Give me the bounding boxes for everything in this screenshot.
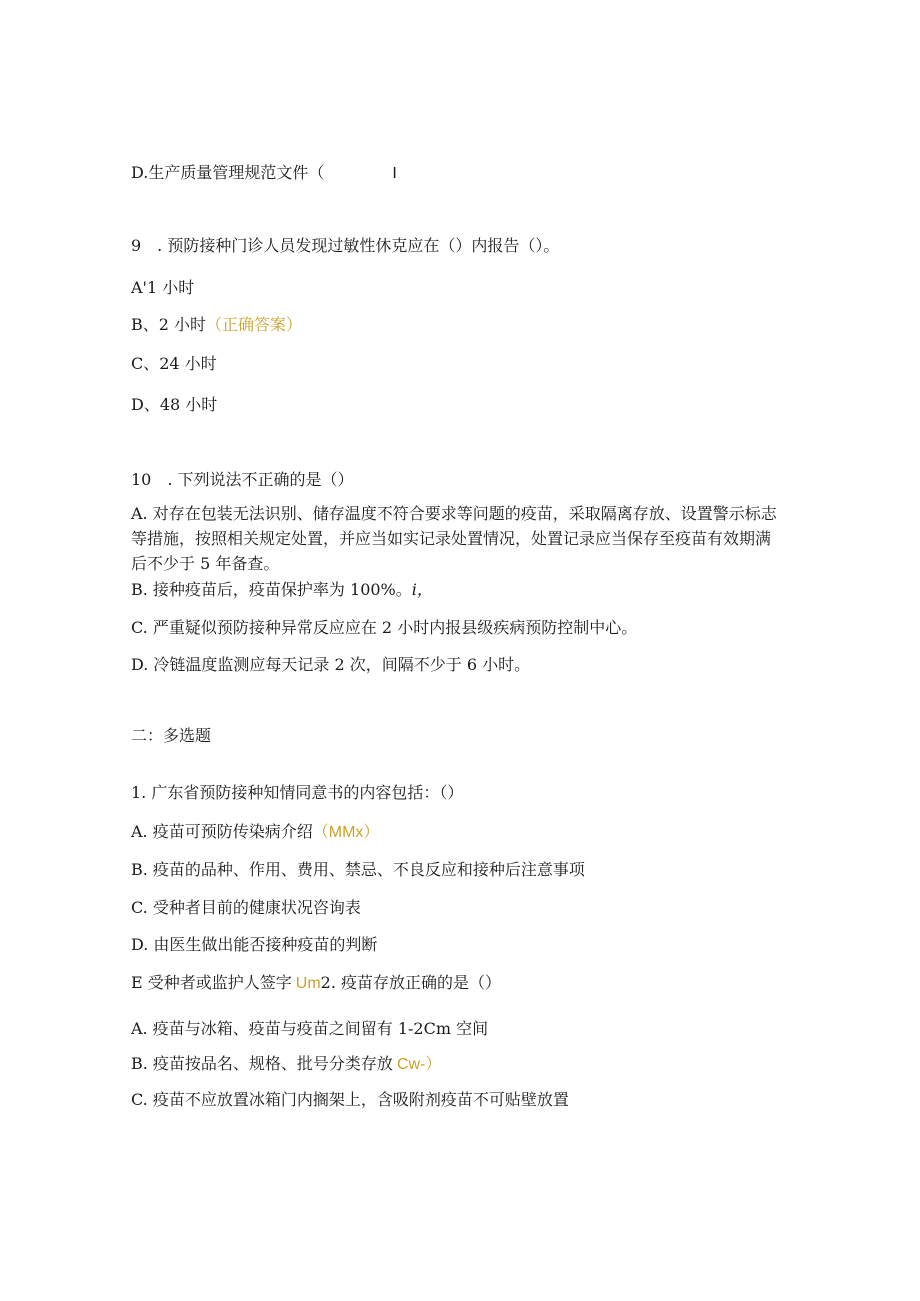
m1-option-d: D. 由医生做出能否接种疫苗的判断 xyxy=(131,935,378,954)
m2-option-c: C. 疫苗不应放置冰箱门内搁架上，含吸附剂疫苗不可贴壁放置 xyxy=(131,1090,569,1109)
q9-option-b-text: B、2 小时 xyxy=(131,315,207,334)
q10-option-d: D. 冷链温度监测应每天记录 2 次，间隔不少于 6 小时。 xyxy=(131,655,531,674)
q9-option-d: D、48 小时 xyxy=(131,395,218,414)
m1-option-e xyxy=(131,973,501,994)
m1-option-e-text: E 受种者或监护人签字 xyxy=(131,973,292,992)
m1-option-e-answer-mark: Um xyxy=(295,975,321,992)
q8-option-d xyxy=(131,163,397,184)
m2-stem: 2. 疫苗存放正确的是（） xyxy=(320,973,502,992)
m1-option-a-text: A. 疫苗可预防传染病介绍 xyxy=(131,822,313,841)
section-title-multiple-choice: 二：多选题 xyxy=(131,726,212,745)
q10-option-b xyxy=(131,580,433,600)
q10-option-a: A. 对存在包装无法识别、储存温度不符合要求等问题的疫苗，采取隔离存放、设置警示标志等措施，按照相关规定处置，并应当如实记录处置情况，处置记录应当保存至疫苗有效期满后不少于 5 年备查。 xyxy=(131,504,777,573)
q8-option-d-text: D.生产质量管理规范文件（ xyxy=(131,163,325,182)
m1-option-c: C. 受种者目前的健康状况咨询表 xyxy=(131,898,361,917)
q9-correct-answer-mark: （正确答案） xyxy=(206,315,303,334)
q8-option-d-suffix: I xyxy=(392,165,397,182)
m2-option-b xyxy=(131,1054,441,1075)
m2-answer-mark: Cw-） xyxy=(396,1056,442,1073)
m2-option-b-text: B. 疫苗按品名、规格、批号分类存放 xyxy=(131,1054,393,1073)
q9-option-c: C、24 小时 xyxy=(131,354,217,373)
q10-option-b-text: B. 接种疫苗后，疫苗保护率为 100%。 xyxy=(131,580,412,599)
m1-option-a xyxy=(131,822,379,843)
m2-option-a: A. 疫苗与冰箱、疫苗与疫苗之间留有 1-2Cm 空间 xyxy=(131,1019,489,1038)
q10-stem: 10 . 下列说法不正确的是（） xyxy=(131,470,354,489)
m1-option-b: B. 疫苗的品种、作用、费用、禁忌、不良反应和接种后注意事项 xyxy=(131,860,585,879)
m1-answer-mark: （MMx） xyxy=(312,824,380,841)
q10-option-c: C. 严重疑似预防接种异常反应应在 2 小时内报县级疾病预防控制中心。 xyxy=(131,618,638,637)
q9-option-a: A'1 小时 xyxy=(131,278,195,297)
q10-option-b-mark: i， xyxy=(411,580,433,599)
q9-stem: 9 . 预防接种门诊人员发现过敏性休克应在（）内报告（）。 xyxy=(131,236,560,255)
m1-stem: 1. 广东省预防接种知情同意书的内容包括：（） xyxy=(131,783,464,802)
q9-option-b xyxy=(131,315,302,335)
